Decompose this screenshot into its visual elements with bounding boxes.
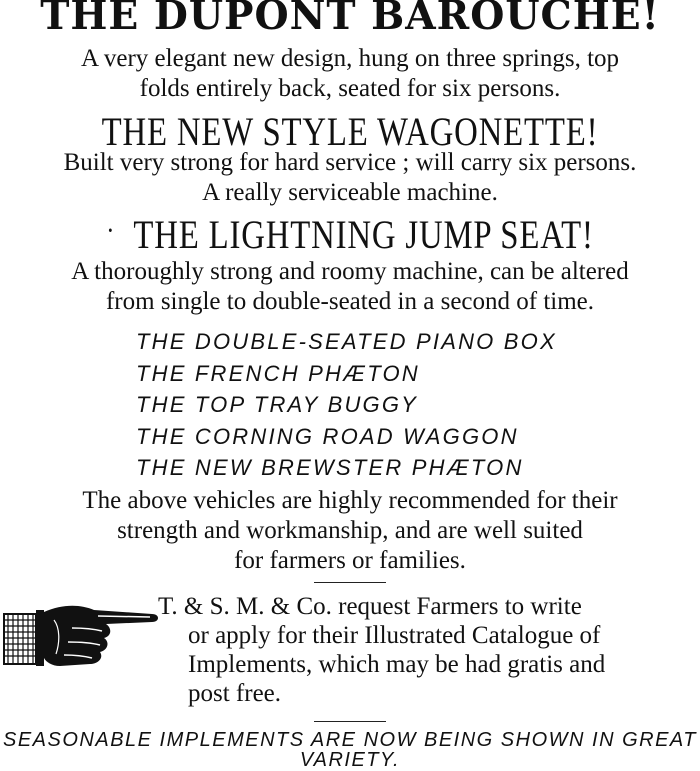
footer-line: VARIETY. — [299, 749, 401, 771]
divider-rule — [314, 582, 386, 583]
notice-line: T. & S. M. & Co. request Farmers to write — [158, 593, 582, 620]
description-line: folds entirely back, seated for six persons. — [139, 75, 561, 102]
divider-rule — [314, 721, 386, 722]
description-dupont-barouche — [0, 44, 700, 104]
notice-line: or apply for their Illustrated Catalogue of — [188, 622, 601, 649]
description-jump-seat — [0, 257, 700, 317]
vehicle-item: THE CORNING ROAD WAGGON — [136, 423, 519, 449]
description-line: Built very strong for hard service ; will carry six persons. — [63, 149, 637, 176]
vehicle-item: THE NEW BREWSTER PHÆTON — [136, 455, 524, 480]
summary-line: strength and workmanship, and are well suited — [117, 517, 583, 544]
headline-new-style-wagonette: THE NEW STYLE WAGONETTE! — [101, 109, 599, 154]
bullet-mark: · — [106, 214, 116, 247]
vehicle-item: THE TOP TRAY BUGGY — [136, 392, 419, 417]
description-line: A really serviceable machine. — [202, 179, 498, 206]
headline-lightning-jump-seat — [63, 211, 637, 258]
vehicle-list — [136, 326, 676, 484]
description-line: A thoroughly strong and roomy machine, can be altered — [71, 258, 629, 285]
vehicle-item: THE FRENCH PHÆTON — [136, 360, 420, 386]
summary-paragraph — [0, 486, 700, 576]
footer-announcement — [0, 730, 700, 770]
description-line: A very elegant new design, hung on three springs, top — [80, 45, 620, 72]
notice-line: post free. — [188, 680, 282, 707]
headline-dupont-barouche: THE DUPONT BAROUCHE! — [40, 0, 660, 39]
vehicle-item: THE DOUBLE-SEATED PIANO BOX — [136, 329, 557, 354]
catalogue-notice — [158, 592, 698, 708]
notice-line: Implements, which may be had gratis and — [188, 651, 606, 678]
description-line: from single to double-seated in a second of time. — [105, 288, 595, 315]
summary-line: for farmers or families. — [234, 547, 466, 574]
summary-line: The above vehicles are highly recommended for their — [82, 487, 618, 514]
pointing-hand-icon — [2, 598, 162, 668]
footer-line: SEASONABLE IMPLEMENTS ARE NOW BEING SHOWN IN GREAT — [3, 729, 697, 751]
headline-text: THE LIGHTNING JUMP SEAT! — [133, 212, 594, 257]
description-wagonette — [0, 148, 700, 208]
